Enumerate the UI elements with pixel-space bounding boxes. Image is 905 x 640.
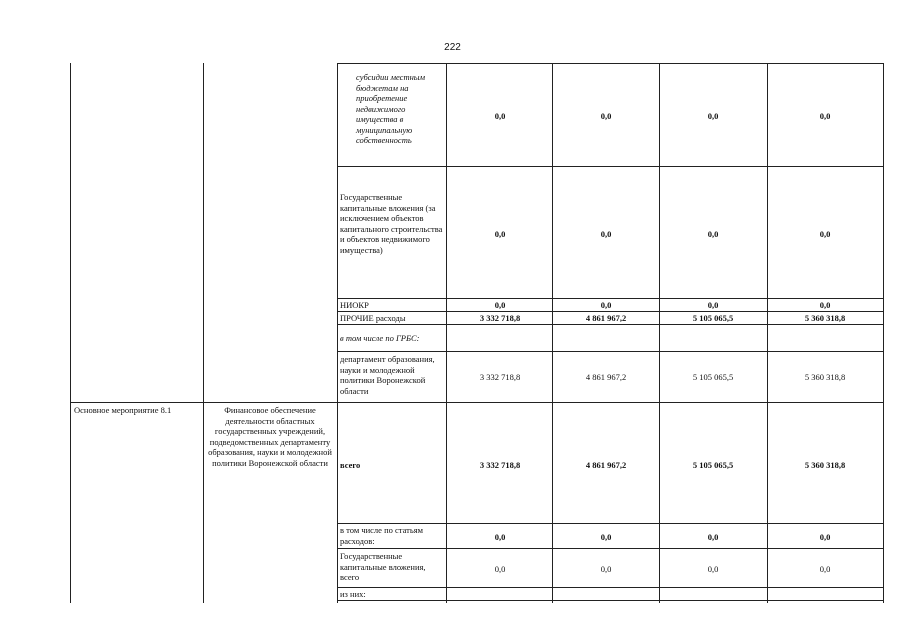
row-label: в том числе по ГРБС: bbox=[340, 333, 420, 343]
cell-value: 0,0 bbox=[819, 229, 831, 239]
activity-name: Финансовое обеспечение деятельности областных государственных учреждений, подведомственных департаменту образования, науки и молодежной политики Воронежской области bbox=[208, 405, 332, 468]
activity-status: Основное мероприятие 8.1 bbox=[74, 405, 172, 415]
cell-value: 0,0 bbox=[819, 300, 831, 310]
cell-value: 5 360 318,8 bbox=[804, 460, 846, 470]
cell-value: 0,0 bbox=[494, 300, 506, 310]
row-label: в том числе по статьям расходов: bbox=[340, 525, 424, 546]
cell-value: 5 360 318,8 bbox=[804, 372, 846, 382]
cell-value: 5 105 065,5 bbox=[692, 313, 734, 323]
cell-value: 3 332 718,8 bbox=[479, 313, 521, 323]
row-label: всего bbox=[340, 460, 361, 470]
cell-value: 0,0 bbox=[819, 532, 831, 542]
cell-value: 4 861 967,2 bbox=[585, 372, 627, 382]
cell-value: 0,0 bbox=[494, 532, 506, 542]
row-label: субсидии местным бюджетам на приобретение недвижимого имущества в муниципальную собственность bbox=[356, 72, 425, 145]
cell-value: 0,0 bbox=[707, 229, 719, 239]
page-number: 222 bbox=[444, 42, 461, 53]
cell-value: 0,0 bbox=[707, 111, 719, 121]
cell-value: 0,0 bbox=[600, 564, 612, 574]
cell-value: 0,0 bbox=[494, 564, 506, 574]
cell-value: 3 332 718,8 bbox=[479, 460, 521, 470]
row-label: Государственные капитальные вложения, всего bbox=[340, 551, 426, 582]
row-label: Государственные капитальные вложения (за исключением объектов капитального строительства и объектов недвижимого имущества) bbox=[340, 192, 443, 255]
cell-value: 0,0 bbox=[819, 564, 831, 574]
cell-value: 3 332 718,8 bbox=[479, 372, 521, 382]
row-label: департамент образования, науки и молодежной политики Воронежской области bbox=[340, 354, 435, 396]
row-label: НИОКР bbox=[340, 300, 369, 310]
cell-value: 0,0 bbox=[600, 532, 612, 542]
cell-value: 5 360 318,8 bbox=[804, 313, 846, 323]
row-label: из них: bbox=[340, 589, 366, 599]
cell-value: 0,0 bbox=[707, 300, 719, 310]
cell-value: 4 861 967,2 bbox=[585, 460, 627, 470]
cell-value: 0,0 bbox=[707, 564, 719, 574]
row-label: ПРОЧИЕ расходы bbox=[340, 313, 406, 323]
cell-value: 5 105 065,5 bbox=[692, 372, 734, 382]
cell-value: 0,0 bbox=[819, 111, 831, 121]
cell-value: 0,0 bbox=[600, 300, 612, 310]
cell-value: 0,0 bbox=[707, 532, 719, 542]
cell-value: 5 105 065,5 bbox=[692, 460, 734, 470]
cell-value: 0,0 bbox=[494, 111, 506, 121]
cell-value: 0,0 bbox=[600, 111, 612, 121]
cell-value: 0,0 bbox=[494, 229, 506, 239]
cell-value: 4 861 967,2 bbox=[585, 313, 627, 323]
cell-value: 0,0 bbox=[600, 229, 612, 239]
